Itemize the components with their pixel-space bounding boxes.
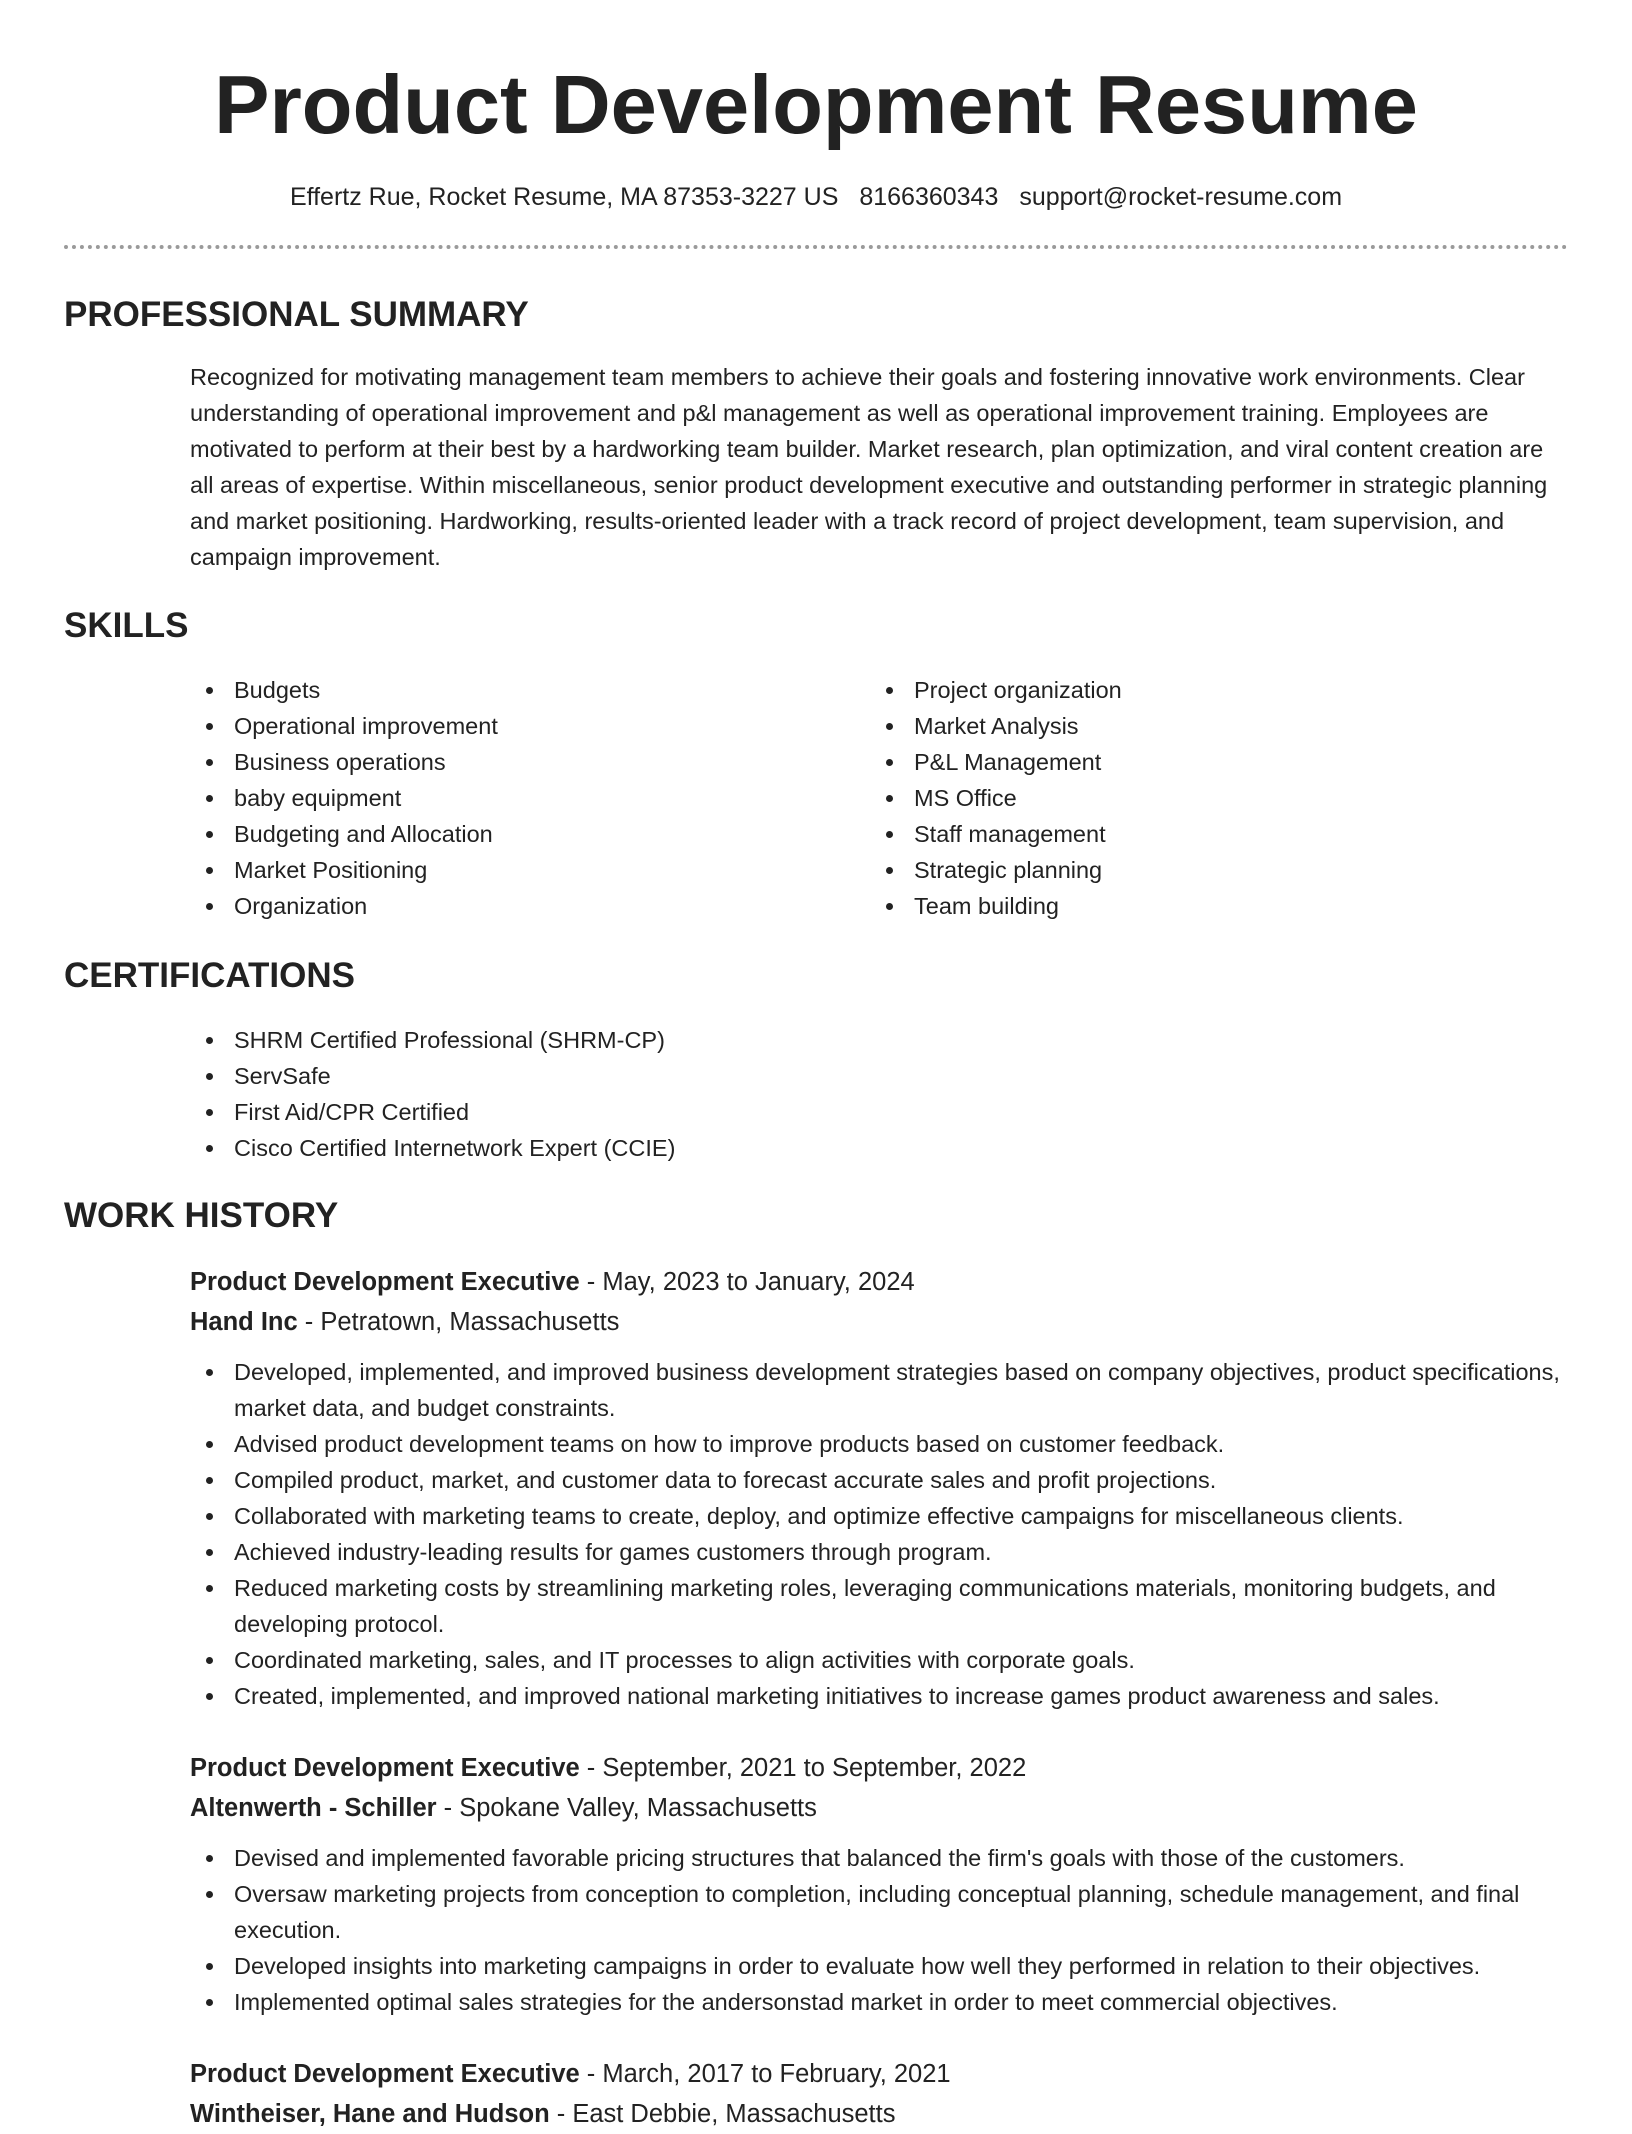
summary-text: Recognized for motivating management team members to achieve their goals and fostering innovative work environments. Clear understanding of operational improvement and p&l management as well as operational improvement training. Employees are motivated to perform at their best by a hardworking team builder. Market research, plan optimization, and viral content creation are all areas of expertise. Within miscellaneous, senior product development executive and outstanding performer in strategic planning and market positioning. Hardworking, results-oriented leader with a track record of project development, team supervision, and campaign improvement. [190,364,1548,570]
certifications-list [190,1022,1568,1166]
skill-item: Project organization [870,672,1550,708]
skill-item: Team building [870,888,1550,924]
skill-item: Business operations [190,744,870,780]
skill-item: baby equipment [190,780,870,816]
certification-item: First Aid/CPR Certified [190,1094,1568,1130]
job-dates: - May, 2023 to January, 2024 [579,1268,915,1296]
job-dates: - September, 2021 to September, 2022 [579,1754,1027,1782]
skill-item: Budgets [190,672,870,708]
job-bullets [190,1840,1568,2020]
skills-section [64,604,1568,924]
skill-item: Organization [190,888,870,924]
job-title-line [190,1262,1568,1302]
skills-grid [190,672,1568,924]
header-divider [64,245,1568,249]
skill-item: Market Analysis [870,708,1550,744]
job-bullet: Created, implemented, and improved national marketing initiatives to increase games product awareness and sales. [190,1678,1568,1714]
job-company: Altenwerth - Schiller [190,1794,437,1822]
job-bullet: Devised and implemented favorable pricing structures that balanced the firm's goals with those of the customers. [190,1840,1568,1876]
skills-list-left [190,672,870,924]
job-entry [190,1262,1568,1714]
job-company-line [190,1302,1568,1342]
job-dates: - March, 2017 to February, 2021 [579,2060,951,2088]
job-role: Product Development Executive [190,2060,580,2088]
skill-item: Market Positioning [190,852,870,888]
resume-header [64,0,1568,249]
job-bullet: Implemented optimal sales strategies for the andersonstad market in order to meet commercial objectives. [190,1984,1568,2020]
summary-section [64,293,1568,575]
work-history-section [64,1194,1568,2134]
job-title-line [190,2054,1568,2094]
certification-item: Cisco Certified Internetwork Expert (CCIE) [190,1130,1568,1166]
job-company-line [190,2094,1568,2134]
section-title-skills: SKILLS [64,606,189,645]
skill-item: MS Office [870,780,1550,816]
job-company: Wintheiser, Hane and Hudson [190,2100,550,2128]
job-role: Product Development Executive [190,1268,580,1296]
job-entry [190,2054,1568,2134]
skill-item: P&L Management [870,744,1550,780]
job-entry [190,1748,1568,2020]
job-bullet: Oversaw marketing projects from conception to completion, including conceptual planning, schedule management, and final execution. [190,1876,1568,1948]
contact-address: Effertz Rue, Rocket Resume, MA 87353-3227 US [289,183,839,211]
skill-item: Strategic planning [870,852,1550,888]
contact-phone: 8166360343 [859,183,999,211]
skill-item: Staff management [870,816,1550,852]
job-location: - East Debbie, Massachusetts [549,2100,896,2128]
job-company: Hand Inc [190,1308,298,1336]
skills-list-right [870,672,1550,924]
job-bullet: Developed, implemented, and improved business development strategies based on company objectives, product specifications, market data, and budget constraints. [190,1354,1568,1426]
section-title-certifications: CERTIFICATIONS [64,956,356,995]
certification-item: SHRM Certified Professional (SHRM-CP) [190,1022,1568,1058]
skill-item: Operational improvement [190,708,870,744]
job-bullet: Achieved industry-leading results for games customers through program. [190,1534,1568,1570]
job-location: - Spokane Valley, Massachusetts [436,1794,817,1822]
certification-item: ServSafe [190,1058,1568,1094]
certifications-section [64,954,1568,1166]
job-bullet: Reduced marketing costs by streamlining marketing roles, leveraging communications materials, monitoring budgets, and developing protocol. [190,1570,1568,1642]
job-bullet: Advised product development teams on how to improve products based on customer feedback. [190,1426,1568,1462]
job-bullet: Collaborated with marketing teams to create, deploy, and optimize effective campaigns for miscellaneous clients. [190,1498,1568,1534]
job-title-line [190,1748,1568,1788]
section-title-summary: PROFESSIONAL SUMMARY [64,295,529,334]
contact-email[interactable]: support@rocket-resume.com [1019,183,1343,211]
job-bullet: Compiled product, market, and customer data to forecast accurate sales and profit projections. [190,1462,1568,1498]
job-bullet: Developed insights into marketing campaigns in order to evaluate how well they performed in relation to their objectives. [190,1948,1568,1984]
job-bullets [190,1354,1568,1714]
job-location: - Petratown, Massachusetts [297,1308,620,1336]
job-company-line [190,1788,1568,1828]
resume-title: Product Development Resume [214,58,1418,151]
section-title-work-history: WORK HISTORY [64,1196,339,1235]
job-role: Product Development Executive [190,1754,580,1782]
job-bullet: Coordinated marketing, sales, and IT processes to align activities with corporate goals. [190,1642,1568,1678]
contact-line [64,180,1568,214]
skill-item: Budgeting and Allocation [190,816,870,852]
